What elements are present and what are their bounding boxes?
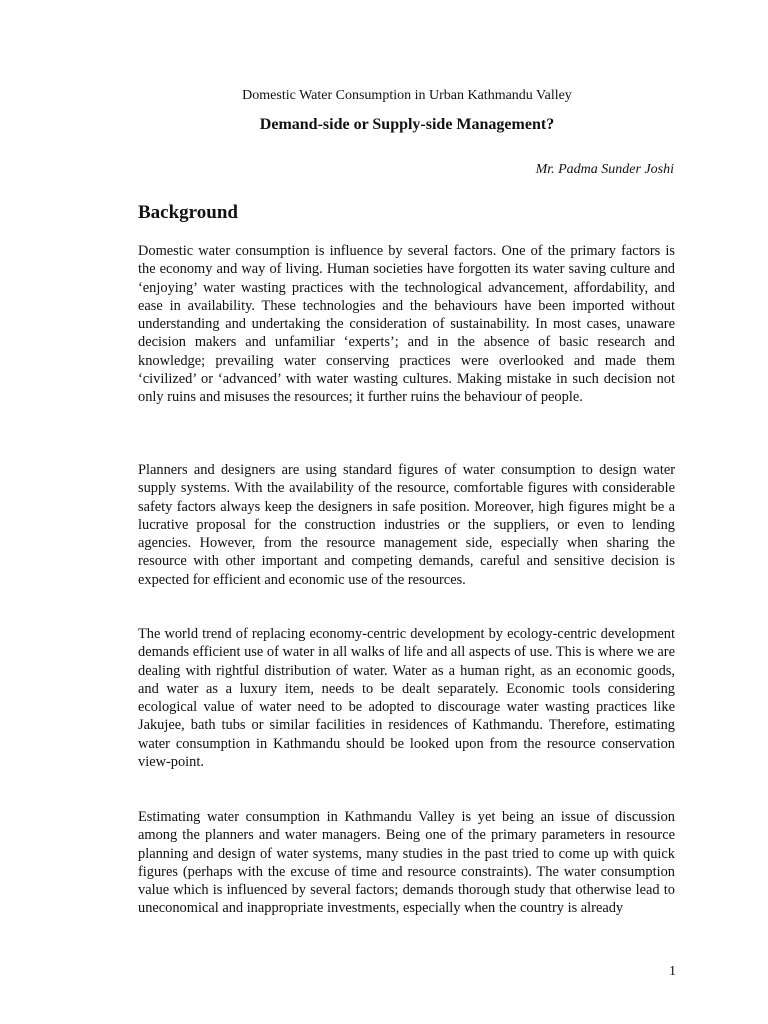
author-name: Mr. Padma Sunder Joshi	[535, 162, 674, 177]
paragraph-1: Domestic water consumption is influence by several factors. One of the primary factors is the economy and way of living. Human societies have forgotten its water saving culture and ‘enjoying’ water wasting practices with the technological advancement, affordability, and ease in availability. These technologies and the behaviours have been imported without understanding and undertaking the consideration of sustainability. In most cases, unaware decision makers and unfamiliar ‘experts’; and in the absence of basic research and knowledge; prevailing water conserving practices were overlooked and made them ‘civilized’ or ‘advanced’ with water wasting cultures. Making mistake in such decision not only ruins and misuses the resources; it further ruins the behaviour of people.	[138, 243, 675, 406]
paragraph-4: Estimating water consumption in Kathmandu Valley is yet being an issue of discussion among the planners and water managers. Being one of the primary parameters in resource planning and design of water systems, many studies in the past tried to come up with quick figures (perhaps with the excuse of time and resource constraints). The water consumption value which is influenced by several factors; demands thorough study that otherwise lead to uneconomical and inappropriate investments, especially when the country is already	[138, 809, 675, 917]
document-title: Demand-side or Supply-side Management?	[259, 116, 555, 133]
paragraph-3: The world trend of replacing economy-centric development by ecology-centric development demands efficient use of water in all walks of life and all aspects of use. This is where we are dealing with rightful distribution of water. Water as a human right, as an economic goods, and water as a luxury item, needs to be dealt separately. Economic tools considering ecological value of water need to be adopted to discourage water wasting practices like Jakujee, bath tubs or similar facilities in residences of Kathmandu. Therefore, estimating water consumption in Kathmandu should be looked upon from the resource conservation view-point.	[138, 626, 675, 771]
section-heading-background: Background	[138, 202, 238, 223]
document-header-line: Domestic Water Consumption in Urban Kathmandu Valley	[242, 88, 572, 103]
paragraph-2: Planners and designers are using standard figures of water consumption to design water supply systems. With the availability of the resource, comfortable figures with considerable safety factors always keep the designers in safe position. Moreover, high figures might be a lucrative proposal for the construction industries or the suppliers, or even to lending agencies. However, from the resource management side, especially when sharing the resource with other important and competing demands, careful and sensitive decision is expected for efficient and economic use of the resources.	[138, 462, 675, 588]
page-number: 1	[669, 964, 676, 979]
